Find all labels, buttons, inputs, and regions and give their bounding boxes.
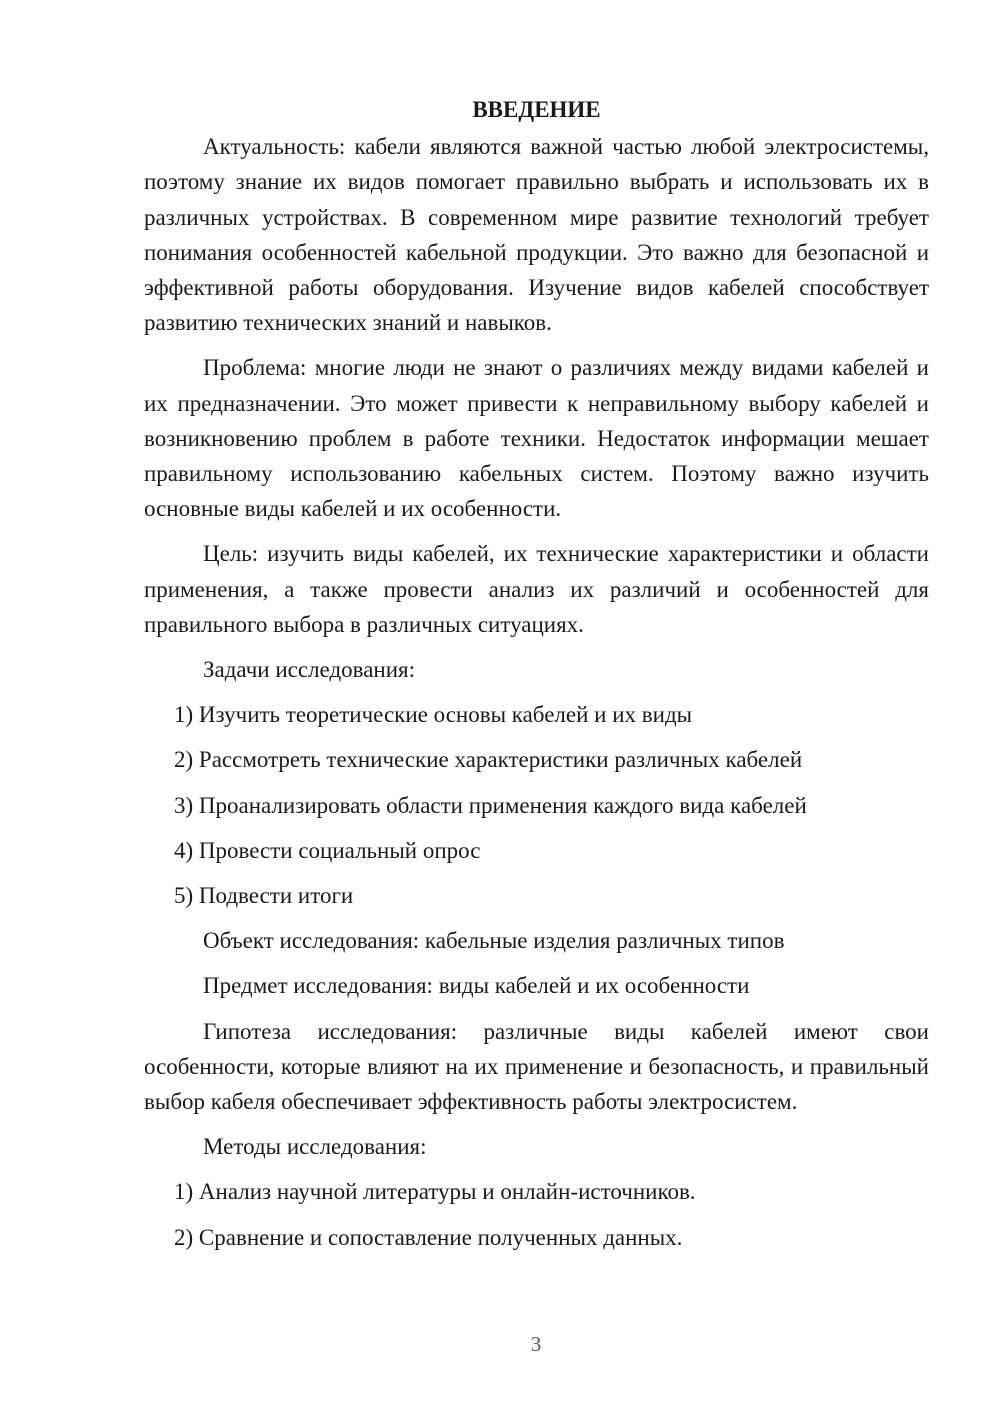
task-item: 4) Провести социальный опрос (174, 837, 481, 863)
task-item: 3) Проанализировать области применения каждого вида кабелей (174, 792, 807, 818)
task-item: 5) Подвести итоги (174, 883, 354, 909)
subject-line: Предмет исследования: виды кабелей и их особенности (203, 973, 750, 999)
relevance-paragraph: Актуальность: кабели являются важной частью любой электросистемы, поэтому знание их видов помогает правильно выбрать и использовать их в различных устройствах. В современном мире развитие технологий требует понимания особенностей кабельной продукции. Это важно для безопасной и эффективной работы оборудования. Изучение видов кабелей способствует развитию технических знаний и навыков. (144, 134, 929, 336)
methods-heading: Методы исследования: (203, 1134, 427, 1160)
object-line: Объект исследования: кабельные изделия различных типов (203, 928, 785, 954)
method-item: 2) Сравнение и сопоставление полученных данных. (174, 1224, 683, 1250)
task-item: 2) Рассмотреть технические характеристики различных кабелей (174, 747, 803, 773)
page-content (144, 92, 929, 1265)
task-item: 1) Изучить теоретические основы кабелей и их виды (174, 702, 693, 728)
page-title: ВВЕДЕНИЕ (472, 97, 601, 122)
hypothesis-paragraph: Гипотеза исследования: различные виды кабелей имеют свои особенности, которые влияют на их применение и безопасность, и правильный выбор кабеля обеспечивает эффективность работы электросистем. (144, 1018, 929, 1115)
page-number: 3 (530, 1332, 542, 1356)
tasks-heading: Задачи исследования: (203, 657, 416, 683)
problem-paragraph: Проблема: многие люди не знают о различиях между видами кабелей и их предназначении. Это может привести к неправильному выбору кабелей и возникновению проблем в работе техники. Недостаток информации мешает правильному использованию кабельных систем. Поэтому важно изучить основные виды кабелей и их особенности. (144, 355, 929, 522)
goal-paragraph: Цель: изучить виды кабелей, их технические характеристики и области применения, а также провести анализ их различий и особенностей для правильного выбора в различных ситуациях. (144, 541, 929, 637)
method-item: 1) Анализ научной литературы и онлайн-источников. (174, 1179, 696, 1205)
